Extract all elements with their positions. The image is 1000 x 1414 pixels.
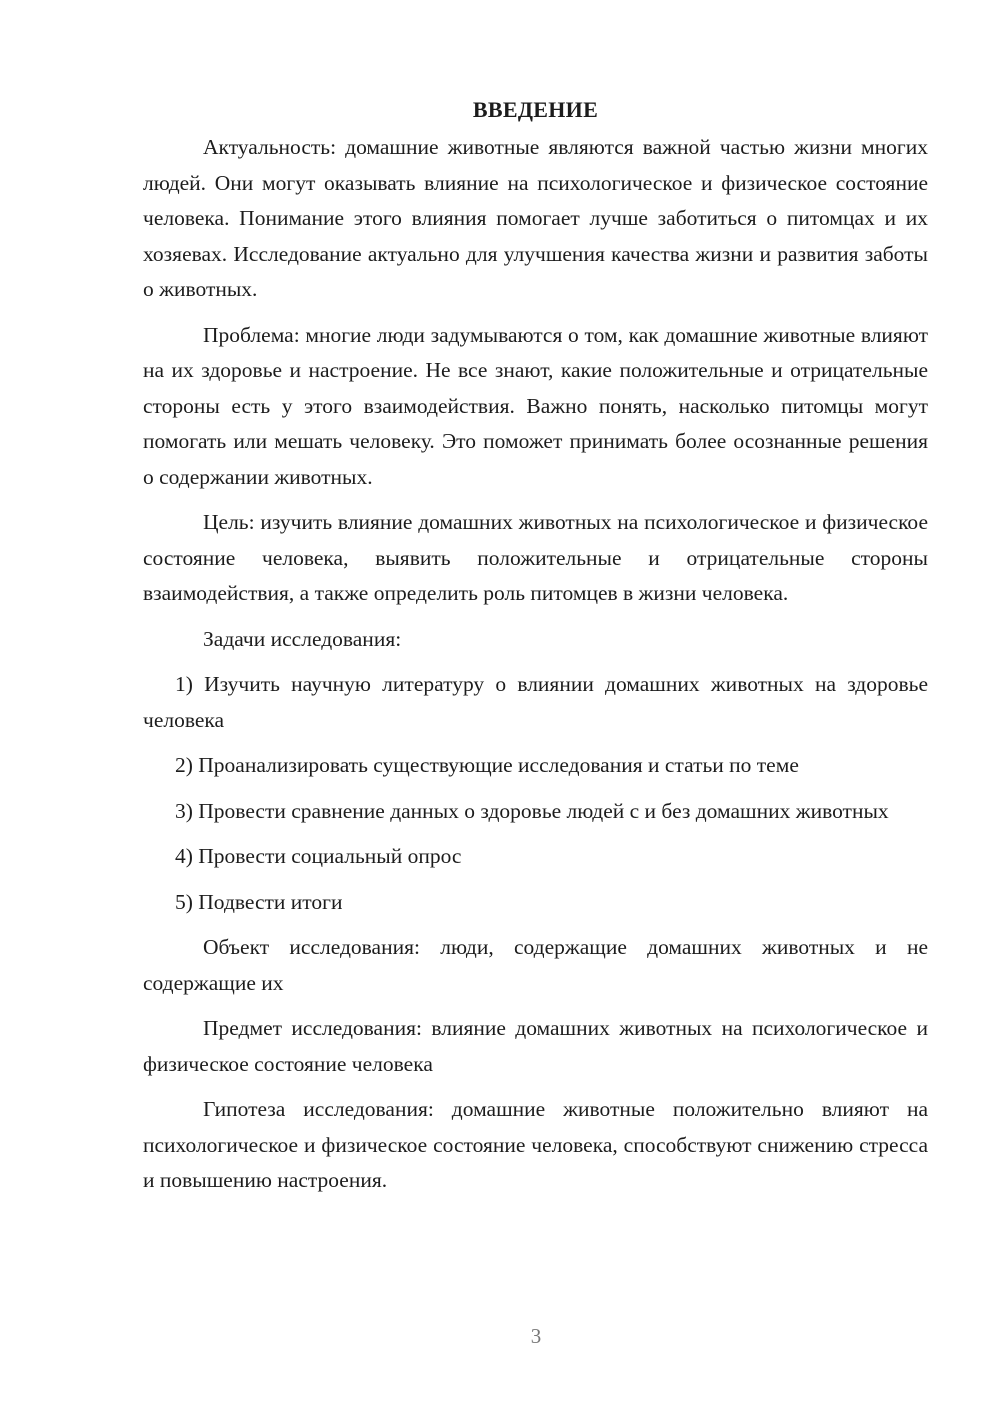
task-item-2: 2) Проанализировать существующие исследования и статьи по теме bbox=[175, 753, 799, 777]
task-item-1: 1) Изучить научную литературу о влиянии домашних животных на здоровье человека bbox=[143, 672, 928, 732]
hypothesis-paragraph: Гипотеза исследования: домашние животные положительно влияют на психологическое и физическое состояние человека, способствуют снижению стресса и повышению настроения. bbox=[143, 1097, 928, 1192]
problem-paragraph: Проблема: многие люди задумываются о том, как домашние животные влияют на их здоровье и настроение. Не все знают, какие положительные и отрицательные стороны есть у этого взаимодействия. Важно понять, насколько питомцы могут помогать или мешать человеку. Это поможет принимать более осознанные решения о содержании животных. bbox=[143, 322, 928, 489]
document-page bbox=[143, 92, 928, 1209]
page-number: 3 bbox=[530, 1324, 542, 1348]
relevance-paragraph: Актуальность: домашние животные являются важной частью жизни многих людей. Они могут оказывать влияние на психологическое и физическое состояние человека. Понимание этого влияния помогает лучше заботиться о питомцах и их хозяевах. Исследование актуально для улучшения качества жизни и развития заботы о животных. bbox=[143, 135, 928, 301]
object-paragraph: Объект исследования: люди, содержащие домашних животных и не содержащие их bbox=[143, 935, 928, 995]
goal-paragraph: Цель: изучить влияние домашних животных на психологическое и физическое состояние человека, выявить положительные и отрицательные стороны взаимодействия, а также определить роль питомцев в жизни человека. bbox=[143, 510, 928, 605]
page-title: ВВЕДЕНИЕ bbox=[472, 97, 599, 122]
task-item-5: 5) Подвести итоги bbox=[175, 889, 343, 914]
tasks-heading: Задачи исследования: bbox=[203, 626, 402, 651]
subject-paragraph: Предмет исследования: влияние домашних животных на психологическое и физическое состояние человека bbox=[143, 1016, 928, 1076]
task-item-3: 3) Провести сравнение данных о здоровье людей с и без домашних животных bbox=[175, 798, 889, 823]
task-item-4: 4) Провести социальный опрос bbox=[175, 844, 462, 868]
